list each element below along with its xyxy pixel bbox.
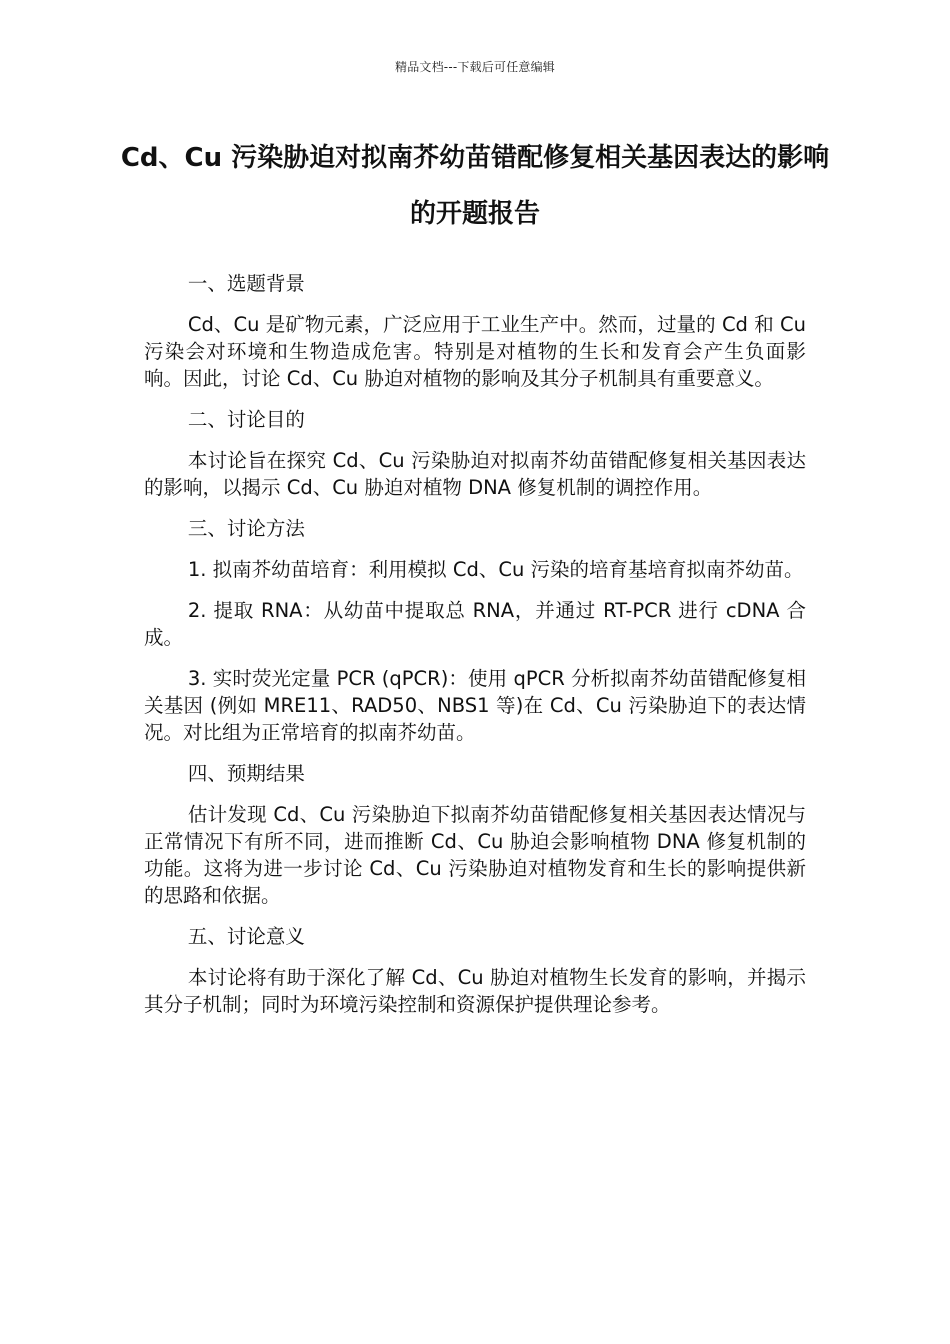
section-heading-expected-results: 四、预期结果 xyxy=(187,762,305,785)
paragraph-method-3: 3. 实时荧光定量 PCR (qPCR)：使用 qPCR 分析拟南芥幼苗错配修复相关基因 (例如 MRE11、RAD50、NBS1 等)在 Cd、Cu 污染胁迫下的表达情况。对比组为正常培育的拟南芥幼苗。 xyxy=(144,667,806,744)
paragraph-significance: 本讨论将有助于深化了解 Cd、Cu 胁迫对植物生长发育的影响，并揭示其分子机制；同时为环境污染控制和资源保护提供理论参考。 xyxy=(144,966,806,1016)
paragraph-method-2: 2. 提取 RNA：从幼苗中提取总 RNA，并通过 RT-PCR 进行 cDNA 合成。 xyxy=(144,599,806,649)
section-heading-background: 一、选题背景 xyxy=(187,272,305,295)
paragraph-background: Cd、Cu 是矿物元素，广泛应用于工业生产中。然而，过量的 Cd 和 Cu 污染会对环境和生物造成危害。特别是对植物的生长和发育会产生负面影响。因此，讨论 Cd、Cu 胁迫对植物的影响及其分子机制具有重要意义。 xyxy=(144,313,806,390)
paragraph-expected-results: 估计发现 Cd、Cu 污染胁迫下拟南芥幼苗错配修复相关基因表达情况与正常情况下有所不同，进而推断 Cd、Cu 胁迫会影响植物 DNA 修复机制的功能。这将为进一步讨论 Cd、Cu 污染胁迫对植物发育和生长的影响提供新的思路和依据。 xyxy=(144,803,806,907)
section-heading-methods: 三、讨论方法 xyxy=(187,517,305,540)
header-note: 精品文档---下载后可任意编辑 xyxy=(395,60,555,74)
paragraph-purpose: 本讨论旨在探究 Cd、Cu 污染胁迫对拟南芥幼苗错配修复相关基因表达的影响，以揭示 Cd、Cu 胁迫对植物 DNA 修复机制的调控作用。 xyxy=(144,449,806,499)
section-heading-purpose: 二、讨论目的 xyxy=(187,408,305,431)
section-heading-significance: 五、讨论意义 xyxy=(187,925,305,948)
document-title: Cd、Cu 污染胁迫对拟南芥幼苗错配修复相关基因表达的影响的开题报告 xyxy=(120,143,830,229)
document-body xyxy=(144,270,806,1032)
paragraph-method-1: 1. 拟南芥幼苗培育：利用模拟 Cd、Cu 污染的培育基培育拟南芥幼苗。 xyxy=(187,558,804,581)
